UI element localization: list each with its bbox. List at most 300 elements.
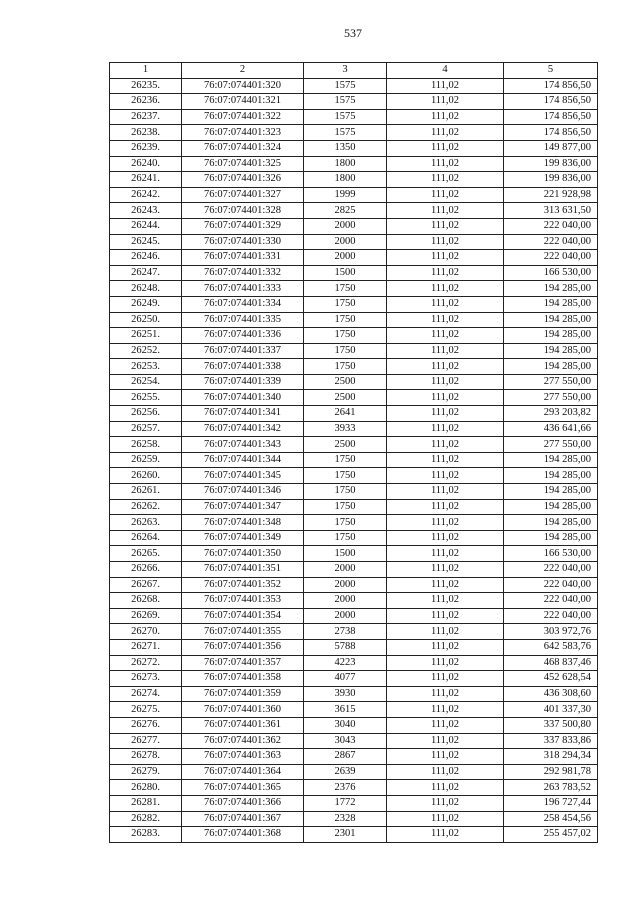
cadastral-number-cell: 76:07:074401:337 [182, 343, 304, 359]
area-cell: 2000 [304, 250, 387, 266]
area-cell: 5788 [304, 639, 387, 655]
cadastral-number-cell: 76:07:074401:324 [182, 140, 304, 156]
table-row [110, 749, 598, 765]
data-table [109, 62, 598, 843]
row-number-cell: 26254. [110, 374, 182, 390]
rate-cell: 111,02 [387, 452, 504, 468]
row-number-cell: 26258. [110, 437, 182, 453]
value-cell: 194 285,00 [504, 281, 598, 297]
table-row [110, 78, 598, 94]
cadastral-number-cell: 76:07:074401:348 [182, 515, 304, 531]
table-body [110, 78, 598, 842]
table-row [110, 187, 598, 203]
value-cell: 194 285,00 [504, 296, 598, 312]
value-cell: 166 530,00 [504, 265, 598, 281]
value-cell: 292 981,78 [504, 764, 598, 780]
value-cell: 199 836,00 [504, 172, 598, 188]
rate-cell: 111,02 [387, 780, 504, 796]
area-cell: 2639 [304, 764, 387, 780]
value-cell: 222 040,00 [504, 608, 598, 624]
row-number-cell: 26256. [110, 406, 182, 422]
area-cell: 1575 [304, 109, 387, 125]
row-number-cell: 26236. [110, 94, 182, 110]
row-number-cell: 26251. [110, 328, 182, 344]
row-number-cell: 26277. [110, 733, 182, 749]
row-number-cell: 26262. [110, 499, 182, 515]
area-cell: 2500 [304, 437, 387, 453]
row-number-cell: 26279. [110, 764, 182, 780]
value-cell: 199 836,00 [504, 156, 598, 172]
row-number-cell: 26250. [110, 312, 182, 328]
row-number-cell: 26253. [110, 359, 182, 375]
cadastral-number-cell: 76:07:074401:342 [182, 421, 304, 437]
area-cell: 2500 [304, 374, 387, 390]
area-cell: 3933 [304, 421, 387, 437]
cadastral-number-cell: 76:07:074401:366 [182, 795, 304, 811]
area-cell: 1575 [304, 125, 387, 141]
table-row [110, 406, 598, 422]
area-cell: 2301 [304, 827, 387, 843]
area-cell: 2500 [304, 390, 387, 406]
area-cell: 1750 [304, 515, 387, 531]
rate-cell: 111,02 [387, 624, 504, 640]
table-row [110, 795, 598, 811]
row-number-cell: 26266. [110, 562, 182, 578]
rate-cell: 111,02 [387, 811, 504, 827]
row-number-cell: 26257. [110, 421, 182, 437]
cadastral-number-cell: 76:07:074401:362 [182, 733, 304, 749]
rate-cell: 111,02 [387, 421, 504, 437]
area-cell: 2738 [304, 624, 387, 640]
table-row [110, 312, 598, 328]
value-cell: 436 308,60 [504, 686, 598, 702]
rate-cell: 111,02 [387, 468, 504, 484]
row-number-cell: 26278. [110, 749, 182, 765]
row-number-cell: 26241. [110, 172, 182, 188]
column-header: 1 [110, 63, 182, 79]
row-number-cell: 26282. [110, 811, 182, 827]
area-cell: 3040 [304, 717, 387, 733]
header-row [110, 63, 598, 79]
table-row [110, 639, 598, 655]
value-cell: 277 550,00 [504, 390, 598, 406]
rate-cell: 111,02 [387, 515, 504, 531]
value-cell: 194 285,00 [504, 452, 598, 468]
table-row [110, 203, 598, 219]
value-cell: 194 285,00 [504, 515, 598, 531]
rate-cell: 111,02 [387, 265, 504, 281]
table-row [110, 484, 598, 500]
cadastral-number-cell: 76:07:074401:351 [182, 562, 304, 578]
table-row [110, 608, 598, 624]
value-cell: 293 203,82 [504, 406, 598, 422]
table-row [110, 281, 598, 297]
rate-cell: 111,02 [387, 281, 504, 297]
area-cell: 1750 [304, 484, 387, 500]
cadastral-number-cell: 76:07:074401:350 [182, 546, 304, 562]
rate-cell: 111,02 [387, 359, 504, 375]
rate-cell: 111,02 [387, 234, 504, 250]
column-header: 2 [182, 63, 304, 79]
table-row [110, 577, 598, 593]
rate-cell: 111,02 [387, 577, 504, 593]
area-cell: 1750 [304, 530, 387, 546]
area-cell: 1500 [304, 265, 387, 281]
rate-cell: 111,02 [387, 140, 504, 156]
cadastral-number-cell: 76:07:074401:343 [182, 437, 304, 453]
value-cell: 174 856,50 [504, 78, 598, 94]
rate-cell: 111,02 [387, 562, 504, 578]
area-cell: 1999 [304, 187, 387, 203]
row-number-cell: 26261. [110, 484, 182, 500]
area-cell: 1800 [304, 172, 387, 188]
cadastral-number-cell: 76:07:074401:341 [182, 406, 304, 422]
rate-cell: 111,02 [387, 499, 504, 515]
row-number-cell: 26264. [110, 530, 182, 546]
value-cell: 194 285,00 [504, 468, 598, 484]
rate-cell: 111,02 [387, 406, 504, 422]
area-cell: 2000 [304, 562, 387, 578]
rate-cell: 111,02 [387, 218, 504, 234]
cadastral-number-cell: 76:07:074401:346 [182, 484, 304, 500]
page-number: 537 [344, 26, 362, 40]
column-header: 5 [504, 63, 598, 79]
value-cell: 222 040,00 [504, 234, 598, 250]
area-cell: 2825 [304, 203, 387, 219]
area-cell: 1750 [304, 468, 387, 484]
area-cell: 1575 [304, 94, 387, 110]
row-number-cell: 26276. [110, 717, 182, 733]
area-cell: 1350 [304, 140, 387, 156]
rate-cell: 111,02 [387, 328, 504, 344]
table-row [110, 811, 598, 827]
row-number-cell: 26238. [110, 125, 182, 141]
table-row [110, 359, 598, 375]
value-cell: 337 500,80 [504, 717, 598, 733]
rate-cell: 111,02 [387, 702, 504, 718]
rate-cell: 111,02 [387, 156, 504, 172]
area-cell: 2000 [304, 234, 387, 250]
area-cell: 1750 [304, 499, 387, 515]
rate-cell: 111,02 [387, 437, 504, 453]
value-cell: 222 040,00 [504, 218, 598, 234]
row-number-cell: 26243. [110, 203, 182, 219]
area-cell: 2000 [304, 608, 387, 624]
cadastral-number-cell: 76:07:074401:328 [182, 203, 304, 219]
value-cell: 174 856,50 [504, 125, 598, 141]
cadastral-number-cell: 76:07:074401:364 [182, 764, 304, 780]
table-row [110, 468, 598, 484]
value-cell: 436 641,66 [504, 421, 598, 437]
rate-cell: 111,02 [387, 686, 504, 702]
cadastral-number-cell: 76:07:074401:355 [182, 624, 304, 640]
rate-cell: 111,02 [387, 203, 504, 219]
area-cell: 1750 [304, 343, 387, 359]
rate-cell: 111,02 [387, 795, 504, 811]
table-row [110, 172, 598, 188]
rate-cell: 111,02 [387, 312, 504, 328]
area-cell: 1750 [304, 328, 387, 344]
rate-cell: 111,02 [387, 733, 504, 749]
area-cell: 3043 [304, 733, 387, 749]
rate-cell: 111,02 [387, 94, 504, 110]
rate-cell: 111,02 [387, 530, 504, 546]
column-header: 4 [387, 63, 504, 79]
value-cell: 277 550,00 [504, 437, 598, 453]
rate-cell: 111,02 [387, 187, 504, 203]
value-cell: 221 928,98 [504, 187, 598, 203]
area-cell: 2000 [304, 593, 387, 609]
row-number-cell: 26245. [110, 234, 182, 250]
area-cell: 1750 [304, 281, 387, 297]
row-number-cell: 26283. [110, 827, 182, 843]
table-row [110, 421, 598, 437]
value-cell: 196 727,44 [504, 795, 598, 811]
table-row [110, 780, 598, 796]
row-number-cell: 26274. [110, 686, 182, 702]
cadastral-number-cell: 76:07:074401:345 [182, 468, 304, 484]
table-row [110, 827, 598, 843]
row-number-cell: 26267. [110, 577, 182, 593]
cadastral-number-cell: 76:07:074401:325 [182, 156, 304, 172]
row-number-cell: 26252. [110, 343, 182, 359]
area-cell: 2867 [304, 749, 387, 765]
row-number-cell: 26259. [110, 452, 182, 468]
cadastral-number-cell: 76:07:074401:336 [182, 328, 304, 344]
value-cell: 468 837,46 [504, 655, 598, 671]
row-number-cell: 26255. [110, 390, 182, 406]
rate-cell: 111,02 [387, 390, 504, 406]
rate-cell: 111,02 [387, 546, 504, 562]
cadastral-number-cell: 76:07:074401:356 [182, 639, 304, 655]
table-row [110, 296, 598, 312]
area-cell: 3930 [304, 686, 387, 702]
value-cell: 166 530,00 [504, 546, 598, 562]
table-row [110, 764, 598, 780]
value-cell: 222 040,00 [504, 562, 598, 578]
table-row [110, 390, 598, 406]
row-number-cell: 26263. [110, 515, 182, 531]
table-row [110, 234, 598, 250]
area-cell: 2000 [304, 577, 387, 593]
area-cell: 2000 [304, 218, 387, 234]
column-header: 3 [304, 63, 387, 79]
value-cell: 263 783,52 [504, 780, 598, 796]
rate-cell: 111,02 [387, 608, 504, 624]
area-cell: 1772 [304, 795, 387, 811]
cadastral-number-cell: 76:07:074401:339 [182, 374, 304, 390]
row-number-cell: 26271. [110, 639, 182, 655]
value-cell: 194 285,00 [504, 343, 598, 359]
cadastral-number-cell: 76:07:074401:322 [182, 109, 304, 125]
rate-cell: 111,02 [387, 125, 504, 141]
cadastral-number-cell: 76:07:074401:365 [182, 780, 304, 796]
table-row [110, 686, 598, 702]
cadastral-number-cell: 76:07:074401:332 [182, 265, 304, 281]
value-cell: 303 972,76 [504, 624, 598, 640]
row-number-cell: 26249. [110, 296, 182, 312]
row-number-cell: 26246. [110, 250, 182, 266]
cadastral-number-cell: 76:07:074401:330 [182, 234, 304, 250]
rate-cell: 111,02 [387, 78, 504, 94]
table-row [110, 624, 598, 640]
rate-cell: 111,02 [387, 827, 504, 843]
rate-cell: 111,02 [387, 374, 504, 390]
area-cell: 1750 [304, 312, 387, 328]
cadastral-number-cell: 76:07:074401:358 [182, 671, 304, 687]
cadastral-number-cell: 76:07:074401:363 [182, 749, 304, 765]
table-row [110, 437, 598, 453]
value-cell: 222 040,00 [504, 593, 598, 609]
table-row [110, 452, 598, 468]
row-number-cell: 26247. [110, 265, 182, 281]
value-cell: 401 337,30 [504, 702, 598, 718]
row-number-cell: 26248. [110, 281, 182, 297]
rate-cell: 111,02 [387, 655, 504, 671]
value-cell: 174 856,50 [504, 94, 598, 110]
area-cell: 3615 [304, 702, 387, 718]
value-cell: 194 285,00 [504, 359, 598, 375]
row-number-cell: 26239. [110, 140, 182, 156]
table-row [110, 499, 598, 515]
table-row [110, 250, 598, 266]
row-number-cell: 26237. [110, 109, 182, 125]
table-row [110, 94, 598, 110]
cadastral-number-cell: 76:07:074401:323 [182, 125, 304, 141]
area-cell: 1575 [304, 78, 387, 94]
cadastral-number-cell: 76:07:074401:353 [182, 593, 304, 609]
table-row [110, 265, 598, 281]
table-row [110, 515, 598, 531]
row-number-cell: 26269. [110, 608, 182, 624]
area-cell: 1750 [304, 452, 387, 468]
row-number-cell: 26235. [110, 78, 182, 94]
value-cell: 194 285,00 [504, 499, 598, 515]
row-number-cell: 26272. [110, 655, 182, 671]
table-row [110, 733, 598, 749]
table-row [110, 562, 598, 578]
cadastral-number-cell: 76:07:074401:334 [182, 296, 304, 312]
value-cell: 318 294,34 [504, 749, 598, 765]
value-cell: 452 628,54 [504, 671, 598, 687]
rate-cell: 111,02 [387, 749, 504, 765]
table-row [110, 109, 598, 125]
cadastral-number-cell: 76:07:074401:352 [182, 577, 304, 593]
area-cell: 2641 [304, 406, 387, 422]
table-row [110, 546, 598, 562]
row-number-cell: 26275. [110, 702, 182, 718]
row-number-cell: 26273. [110, 671, 182, 687]
value-cell: 222 040,00 [504, 577, 598, 593]
value-cell: 258 454,56 [504, 811, 598, 827]
cadastral-number-cell: 76:07:074401:329 [182, 218, 304, 234]
rate-cell: 111,02 [387, 343, 504, 359]
row-number-cell: 26265. [110, 546, 182, 562]
area-cell: 1750 [304, 296, 387, 312]
row-number-cell: 26260. [110, 468, 182, 484]
rate-cell: 111,02 [387, 671, 504, 687]
table-row [110, 328, 598, 344]
table-row [110, 717, 598, 733]
cadastral-number-cell: 76:07:074401:344 [182, 452, 304, 468]
rate-cell: 111,02 [387, 250, 504, 266]
rate-cell: 111,02 [387, 484, 504, 500]
cadastral-number-cell: 76:07:074401:359 [182, 686, 304, 702]
area-cell: 4223 [304, 655, 387, 671]
value-cell: 313 631,50 [504, 203, 598, 219]
area-cell: 4077 [304, 671, 387, 687]
table-row [110, 530, 598, 546]
area-cell: 1800 [304, 156, 387, 172]
table-row [110, 343, 598, 359]
rate-cell: 111,02 [387, 639, 504, 655]
rate-cell: 111,02 [387, 172, 504, 188]
table-row [110, 125, 598, 141]
cadastral-number-cell: 76:07:074401:354 [182, 608, 304, 624]
row-number-cell: 26244. [110, 218, 182, 234]
row-number-cell: 26280. [110, 780, 182, 796]
cadastral-number-cell: 76:07:074401:361 [182, 717, 304, 733]
value-cell: 255 457,02 [504, 827, 598, 843]
cadastral-number-cell: 76:07:074401:347 [182, 499, 304, 515]
value-cell: 277 550,00 [504, 374, 598, 390]
area-cell: 1750 [304, 359, 387, 375]
table-row [110, 140, 598, 156]
row-number-cell: 26240. [110, 156, 182, 172]
value-cell: 194 285,00 [504, 530, 598, 546]
area-cell: 2376 [304, 780, 387, 796]
row-number-cell: 26242. [110, 187, 182, 203]
row-number-cell: 26268. [110, 593, 182, 609]
cadastral-number-cell: 76:07:074401:333 [182, 281, 304, 297]
cadastral-number-cell: 76:07:074401:321 [182, 94, 304, 110]
cadastral-number-cell: 76:07:074401:368 [182, 827, 304, 843]
rate-cell: 111,02 [387, 296, 504, 312]
area-cell: 1500 [304, 546, 387, 562]
table-row [110, 655, 598, 671]
table-row [110, 156, 598, 172]
rate-cell: 111,02 [387, 764, 504, 780]
value-cell: 337 833,86 [504, 733, 598, 749]
cadastral-number-cell: 76:07:074401:338 [182, 359, 304, 375]
row-number-cell: 26270. [110, 624, 182, 640]
cadastral-number-cell: 76:07:074401:340 [182, 390, 304, 406]
cadastral-number-cell: 76:07:074401:320 [182, 78, 304, 94]
table-row [110, 374, 598, 390]
table-row [110, 671, 598, 687]
value-cell: 222 040,00 [504, 250, 598, 266]
value-cell: 194 285,00 [504, 328, 598, 344]
rate-cell: 111,02 [387, 717, 504, 733]
value-cell: 194 285,00 [504, 312, 598, 328]
value-cell: 149 877,00 [504, 140, 598, 156]
cadastral-number-cell: 76:07:074401:331 [182, 250, 304, 266]
value-cell: 174 856,50 [504, 109, 598, 125]
rate-cell: 111,02 [387, 593, 504, 609]
cadastral-number-cell: 76:07:074401:367 [182, 811, 304, 827]
table-row [110, 218, 598, 234]
cadastral-number-cell: 76:07:074401:326 [182, 172, 304, 188]
cadastral-number-cell: 76:07:074401:327 [182, 187, 304, 203]
table-row [110, 702, 598, 718]
cadastral-number-cell: 76:07:074401:349 [182, 530, 304, 546]
row-number-cell: 26281. [110, 795, 182, 811]
cadastral-number-cell: 76:07:074401:360 [182, 702, 304, 718]
value-cell: 194 285,00 [504, 484, 598, 500]
cadastral-number-cell: 76:07:074401:335 [182, 312, 304, 328]
table-row [110, 593, 598, 609]
area-cell: 2328 [304, 811, 387, 827]
